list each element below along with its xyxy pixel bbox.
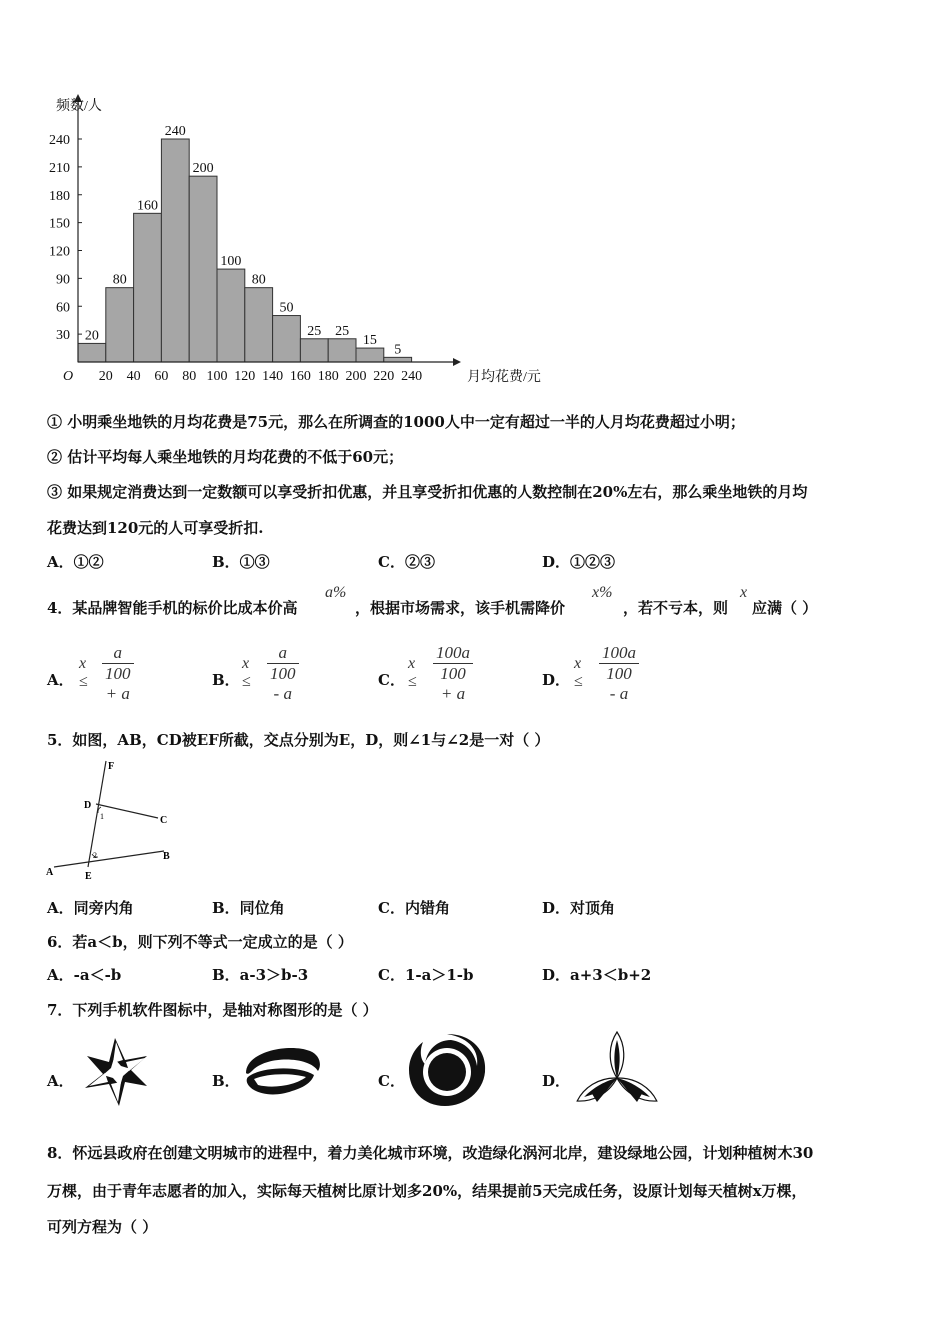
q6-option-d: D．a+3＜b+2 — [542, 966, 652, 984]
line-dc — [96, 804, 158, 818]
bar-4 — [189, 176, 217, 362]
bar-6 — [245, 288, 273, 362]
question-8-line1: 8．怀远县政府在创建文明城市的进程中，着力美化城市环境，改造绿化涡河北岸，建设绿地公园，计划种植树木30 — [47, 1144, 814, 1162]
q7-option-b: B． — [212, 1072, 240, 1090]
y-tick-4: 150 — [49, 216, 70, 232]
y-tick-0: 30 — [56, 328, 70, 344]
bar-label-5: 100 — [220, 254, 242, 270]
bar-5 — [217, 269, 245, 362]
x-tick-5: 120 — [234, 369, 256, 384]
bar-7 — [273, 316, 301, 362]
q3-option-a: A．①② — [47, 553, 104, 571]
bar-10 — [356, 348, 384, 362]
x-tick-8: 180 — [317, 369, 339, 384]
split-oval-icon — [240, 1043, 324, 1101]
q4-part4: 应满（ ） — [752, 599, 818, 617]
x-axis-label: 月均花费/元 — [467, 370, 541, 385]
q5-option-c: C．内错角 — [378, 899, 450, 917]
statement-3-line2: 花费达到120元的人可享受折扣. — [47, 519, 264, 537]
bar-0 — [78, 343, 106, 362]
transversal-figure — [40, 757, 180, 882]
bar-9 — [328, 339, 356, 362]
y-tick-1: 60 — [56, 300, 70, 316]
y-tick-6: 210 — [49, 160, 70, 176]
q6-option-b: B．a-3＞b-3 — [212, 966, 309, 984]
q5-option-a: A．同旁内角 — [47, 899, 134, 917]
three-petal-icon — [574, 1030, 660, 1110]
bar-label-8: 25 — [307, 323, 322, 339]
q7-option-d: D． — [542, 1072, 571, 1090]
question-7: 7．下列手机软件图标中，是轴对称图形的是（ ） — [47, 1001, 378, 1019]
bar-2 — [134, 213, 162, 362]
histogram-chart — [30, 88, 550, 398]
label-f: F — [108, 761, 115, 772]
bar-label-4: 200 — [192, 161, 214, 177]
q6-option-c: C．1-a＞1-b — [378, 966, 474, 984]
q7-option-c: C． — [378, 1072, 405, 1090]
pinwheel-star-icon — [78, 1035, 156, 1109]
x-tick-9: 200 — [345, 369, 367, 384]
statement-1: ① 小明乘坐地铁的月均花费是75元，那么在所调查的1000人中一定有超过一半的人月均花费超过小明； — [47, 413, 745, 431]
question-5: 5．如图，AB，CD被EF所截，交点分别为E，D，则∠1与∠2是一对（ ） — [47, 731, 550, 749]
y-axis-label: 频数/人 — [56, 99, 102, 114]
bar-1 — [106, 288, 134, 362]
q4-symbol-a: a% — [325, 584, 347, 601]
q4-symbol-x2: x — [740, 584, 748, 601]
q4-symbol-x: x% — [592, 584, 613, 601]
x-tick-7: 160 — [289, 369, 311, 384]
bar-label-10: 15 — [362, 333, 377, 349]
label-angle-1: 1 — [100, 812, 104, 821]
label-angle-2: 2 — [93, 851, 97, 860]
bar-label-7: 50 — [279, 300, 294, 316]
bar-label-11: 5 — [394, 342, 402, 358]
bar-label-6: 80 — [251, 272, 266, 288]
q5-option-b: B．同位角 — [212, 899, 285, 917]
label-e: E — [85, 871, 92, 882]
x-tick-11: 240 — [401, 369, 423, 384]
y-tick-3: 120 — [49, 244, 70, 260]
bar-label-0: 20 — [84, 328, 99, 344]
x-axis-arrow — [453, 358, 461, 366]
q3-option-b: B．①③ — [212, 553, 270, 571]
question-8-line2: 万棵，由于青年志愿者的加入，实际每天植树比原计划多20%，结果提前5天完成任务，设原计划每天植树x万棵， — [47, 1182, 807, 1200]
bar-8 — [300, 339, 328, 362]
x-tick-0: 20 — [98, 369, 113, 384]
line-ab — [54, 851, 164, 867]
q4-part3: ，若不亏本，则 — [623, 599, 729, 617]
q7-option-a: A． — [47, 1072, 74, 1090]
x-tick-2: 60 — [154, 369, 169, 384]
label-d: D — [84, 800, 92, 811]
q4-part1: 4．某品牌智能手机的标价比成本价高 — [47, 599, 298, 617]
x-tick-10: 220 — [373, 369, 395, 384]
label-c: C — [160, 815, 168, 826]
bar-11 — [384, 357, 412, 362]
y-tick-7: 240 — [49, 133, 70, 148]
x-tick-4: 100 — [206, 369, 228, 384]
label-b: B — [163, 851, 170, 862]
y-tick-5: 180 — [49, 188, 70, 204]
q3-option-c: C．②③ — [378, 553, 435, 571]
statement-3-line1: ③ 如果规定消费达到一定数额可以享受折扣优惠，并且享受折扣优惠的人数控制在20%左右，那么乘坐地铁的月均 — [47, 483, 808, 501]
label-a: A — [46, 867, 54, 878]
bar-label-9: 25 — [335, 323, 350, 339]
bar-label-1: 80 — [112, 272, 127, 288]
bar-label-2: 160 — [137, 198, 158, 214]
q3-option-d: D．①②③ — [542, 553, 616, 571]
origin-label: O — [62, 369, 74, 384]
question-6: 6．若a＜b，则下列不等式一定成立的是（ ） — [47, 933, 353, 951]
y-tick-2: 90 — [56, 272, 70, 288]
bar-label-3: 240 — [164, 124, 186, 139]
x-tick-3: 80 — [182, 369, 197, 384]
question-4 — [47, 584, 927, 624]
q4-part2: ，根据市场需求，该手机需降价 — [355, 599, 566, 617]
bar-3 — [161, 139, 189, 362]
statement-2: ② 估计平均每人乘坐地铁的月均花费的不低于60元； — [47, 448, 404, 466]
x-tick-1: 40 — [126, 369, 141, 384]
ring-circle-icon — [405, 1030, 489, 1110]
q5-option-d: D．对顶角 — [542, 899, 616, 917]
q6-option-a: A．-a＜-b — [47, 966, 122, 984]
question-8-line3: 可列方程为（ ） — [47, 1218, 158, 1236]
x-tick-6: 140 — [262, 369, 284, 384]
